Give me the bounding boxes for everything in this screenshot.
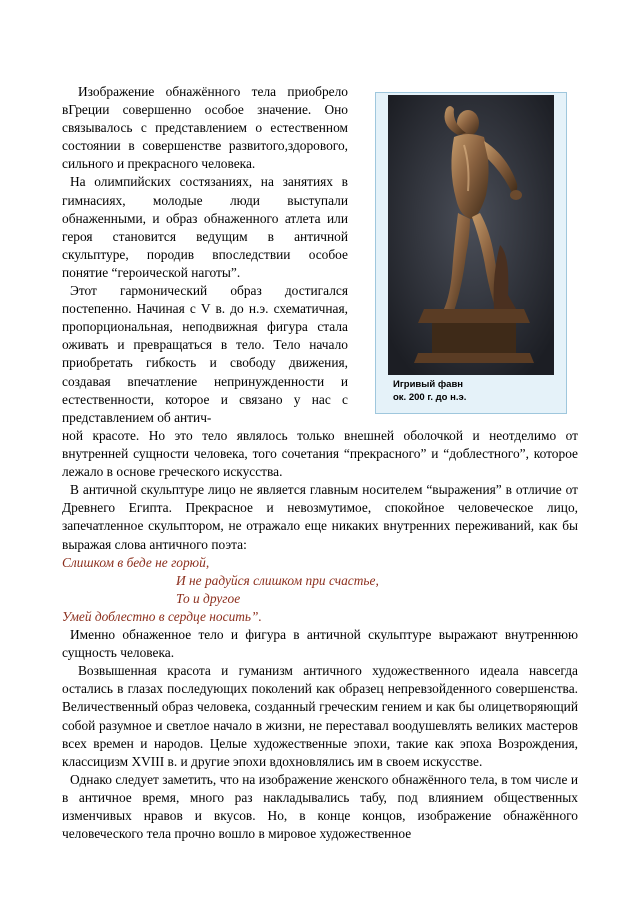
left-column (62, 83, 348, 427)
paragraph-2: На олимпийских состязаниях, на занятиях в гимнасиях, молодые люди выступали обнаженными, и образ обнаженного атлета или героя становится ведущим в античной скульптуре, породив впоследствии особое понятие “героической наготы”. (62, 174, 348, 280)
paragraph-7: Однако следует заметить, что на изображение женского обнажённого тела, в том числе и в античное время, много раз накладывались табу, под влиянием общественных изменчивых нравов и вкусов. Но, в конце концов, изображение обнажённого человеческого тела прочно вошло в мировое художественное (62, 771, 578, 842)
caption-title: Игривый фавн (393, 379, 464, 390)
paragraph-3: Этот гармонический образ достигался постепенно. Начиная с V в. до н.э. схематичная, пропорциональная, неподвижная фигура стала оживать и превращаться в тело. Тело начало приобретать гибкость и свободу движения, создавая впечатление непринужденности и естественности, которое и связано у нас с представлением об антич- (62, 283, 348, 425)
figure-caption (393, 378, 466, 404)
satyr-statue-image (388, 95, 554, 375)
poem-quote (62, 554, 578, 626)
statue-figure (375, 92, 567, 414)
full-width-text (62, 427, 578, 843)
caption-date: ок. 200 г. до н.э. (393, 392, 467, 403)
poem-line-4: Умей доблестно в сердце носить”. (62, 608, 262, 624)
paragraph-1: Изображение обнажённого тела приобрело вГреции совершенно особое значение. Оно связывалось с представлением о естественном состоянии в совершенстве развитого,здорового, сильного и прекрасного человека. (62, 84, 348, 172)
paragraph-4: В античной скульптуре лицо не является главным носителем “выражения” в отличие от Древнего Египта. Прекрасное и невозмутимое, спокойное человеческое лицо, запечатленное скульптором, не отражало еще никаких внутренних переживаний, как бы выражая слова античного поэта: (62, 482, 578, 552)
paragraph-5: Именно обнаженное тело и фигура в античной скульптуре выражают внутреннюю сущность человека. (62, 627, 578, 661)
poem-line-3: То и другое (176, 590, 241, 606)
paragraph-3-continued: ной красоте. Но это тело являлось только внешней оболочкой и неотделимо от внутренней сущности человека, того сочетания “прекрасного” и “доблестного”, которое лежало в основе греческого искусства. (62, 428, 578, 480)
paragraph-6: Возвышенная красота и гуманизм античного художественного идеала навсегда остались в глазах последующих поколений как образец непревзойденного совершенства. Величественный образ человека, созданный греческим гением и как бы олицетворяющий собой разумное и светлое начало в жизни, не переставал воодушевлять великих мастеров всех времен и народов. Целые художественные эпохи, такие как эпоха Возрождения, классицизм XVIII в. и другие эпохи вдохновлялись им в своем искусстве. (62, 663, 578, 769)
poem-line-2: И не радуйся слишком при счастье, (176, 572, 379, 588)
poem-line-1: Слишком в беде не горюй, (62, 554, 210, 570)
